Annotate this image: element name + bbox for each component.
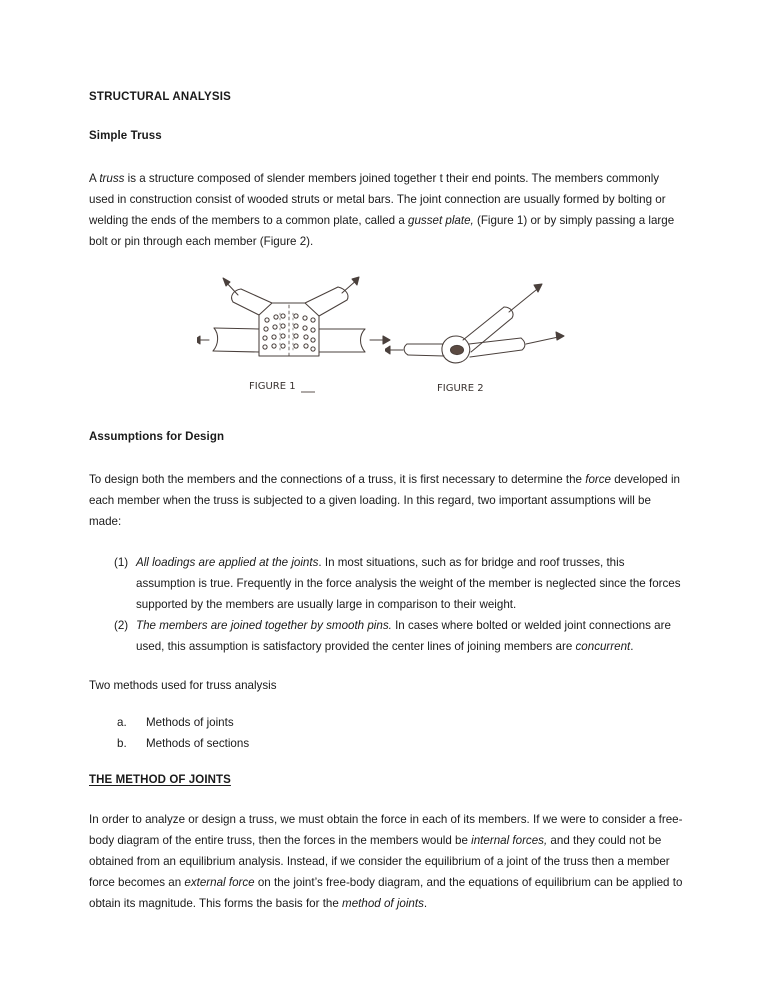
figure-2-caption: FIGURE 2 (437, 383, 484, 395)
method-italic-internal-forces: internal forces, (471, 834, 548, 847)
paragraph-assumptions-intro (89, 469, 684, 532)
method-text-2: and they could not be obtained from an equilibrium analysis. Instead, if we consider the equilibrium of a joint of the truss then a member force becomes an (89, 834, 670, 890)
figure-1-drawing (197, 272, 397, 404)
method-a-label: Methods of joints (146, 716, 234, 730)
intro-text-1: A (89, 171, 100, 185)
method-italic-external-force: external force (184, 876, 255, 890)
method-a-marker: a. (117, 716, 127, 730)
method-italic-method-of-joints: method of joints (342, 897, 424, 911)
intro-text-2: is a structure composed of slender members joined together t their end points. The members commonly used in construction consist of wooded struts or metal bars. The joint connection are usually formed by bolting or welding the ends of the members to a common plate, called a (89, 171, 666, 227)
methods-list (89, 712, 684, 754)
paragraph-intro (89, 168, 684, 252)
list-item-assumption-1 (89, 552, 684, 615)
page-title: STRUCTURAL ANALYSIS (89, 91, 232, 103)
assumption-2-marker: (2) (114, 619, 129, 633)
heading-the-method-of-joints: THE METHOD OF JOINTS (89, 773, 231, 786)
assumptions-list (89, 552, 684, 657)
intro-text-3: (Figure 1) or by simply passing a large bolt or pin through each member (Figure 2). (89, 213, 675, 249)
intro-italic-gusset-plate: gusset plate, (408, 213, 474, 227)
list-item-method-a (89, 712, 684, 733)
assumption-1-text: . In most situations, such as for bridge and roof trusses, this assumption is true. Frequently in the force analysis the weight of the member is neglected since the forces supported by the members are usually large in comparison to their weight. (136, 555, 681, 611)
list-item-assumption-2 (89, 615, 684, 657)
assump-intro-text-2: developed in each member when the truss is subjected to a given loading. In this regard, two important assumptions will be made: (89, 472, 680, 528)
method-text-4: . (423, 897, 428, 911)
document-content (89, 90, 684, 934)
figure-1 (197, 272, 397, 404)
paragraph-two-methods: Two methods used for truss analysis (89, 679, 277, 693)
list-item-method-b (89, 733, 684, 754)
intro-italic-truss: truss (99, 171, 125, 185)
assumption-2-italic-1: The members are joined together by smooth pins. (136, 619, 392, 633)
assumption-1-marker: (1) (114, 555, 129, 569)
assump-intro-italic-force: force (585, 472, 611, 486)
heading-assumptions-for-design: Assumptions for Design (89, 431, 225, 444)
heading-simple-truss: Simple Truss (89, 130, 162, 143)
figure-2 (385, 274, 570, 404)
assump-intro-text-1: To design both the members and the connections of a truss, it is first necessary to determine the (89, 472, 586, 486)
method-b-marker: b. (117, 737, 127, 751)
figure-1-caption: FIGURE 1 (249, 381, 296, 393)
method-text-1: In order to analyze or design a truss, we must obtain the force in each of its members. If we were to consider a free-body diagram of the entire truss, then the forces in the members would be (89, 812, 683, 847)
assumption-2-italic-2: concurrent (575, 640, 631, 654)
assumption-2-text-1: In cases where bolted or welded joint connections are used, this assumption is satisfactory provided the center lines of joining members are (136, 619, 671, 654)
paragraph-method-of-joints (89, 809, 684, 914)
assumption-1-italic: All loadings are applied at the joints (136, 555, 319, 569)
method-text-3: on the joint’s free-body diagram, and the equations of equilibrium can be applied to obtain its magnitude. This forms the basis for the (89, 876, 683, 911)
method-b-label: Methods of sections (146, 737, 250, 751)
figure-2-drawing (385, 274, 570, 404)
figure-group (89, 272, 684, 404)
assumption-2-text-2: . (630, 640, 634, 654)
